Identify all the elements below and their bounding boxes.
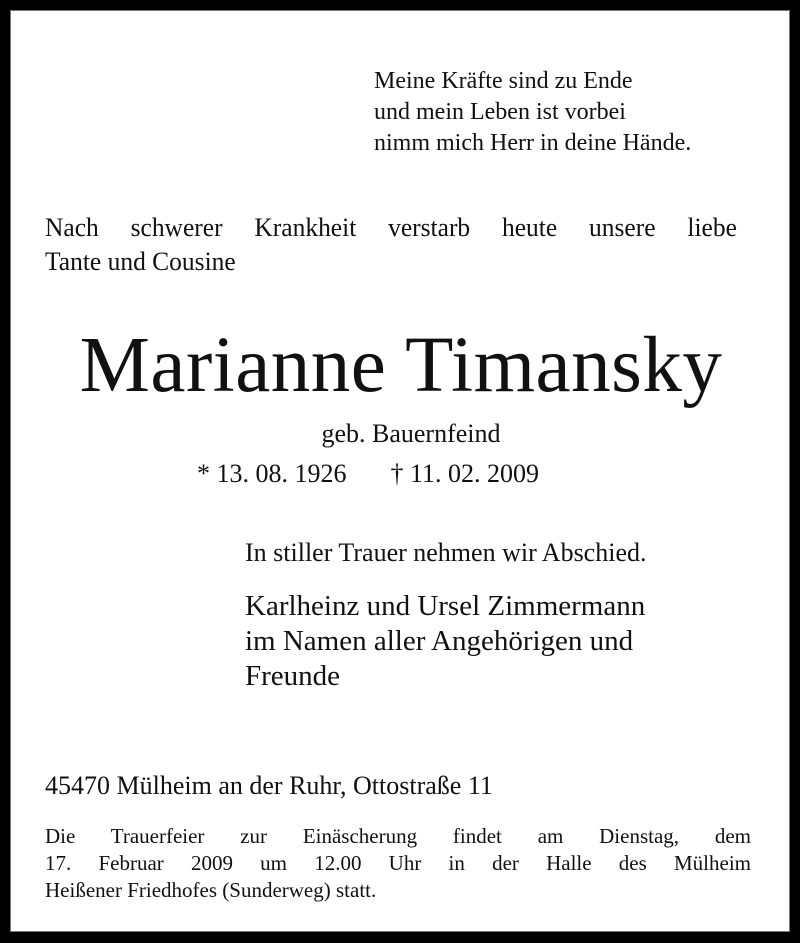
ceremony-line: 17. Februar 2009 um 12.00 Uhr in der Halle des Mülheim (45, 851, 751, 875)
birth-date: * 13. 08. 1926 (197, 459, 347, 488)
death-date: † 11. 02. 2009 (390, 459, 540, 488)
ceremony-line: Heißener Friedhofes (Sunderweg) statt. (45, 878, 377, 902)
ceremony-line: Die Trauerfeier zur Einäscherung findet am Dienstag, dem (45, 824, 751, 848)
mourners-line: im Namen aller Angehörigen und (245, 625, 634, 657)
ceremony-info (45, 823, 751, 904)
motto-line: Meine Kräfte sind zu Ende (374, 68, 633, 94)
farewell-text: In stiller Trauer nehmen wir Abschied. (245, 538, 647, 567)
motto-line: und mein Leben ist vorbei (374, 99, 626, 125)
motto-verse (374, 66, 691, 159)
intro-text (45, 211, 737, 279)
deceased-name: Marianne Timansky (79, 322, 723, 409)
obituary-notice (10, 10, 790, 932)
mourners-line: Freunde (245, 660, 341, 692)
intro-line: Tante und Cousine (45, 247, 236, 276)
mourners-line: Karlheinz und Ursel Zimmermann (245, 590, 646, 622)
mourners-signature (245, 589, 645, 694)
birth-name: geb. Bauernfeind (321, 419, 501, 448)
motto-line: nimm mich Herr in deine Hände. (374, 130, 692, 156)
life-dates (197, 457, 539, 491)
intro-line: Nach schwerer Krankheit verstarb heute unsere liebe (45, 213, 737, 242)
address: 45470 Mülheim an der Ruhr, Ottostraße 11 (45, 771, 493, 800)
